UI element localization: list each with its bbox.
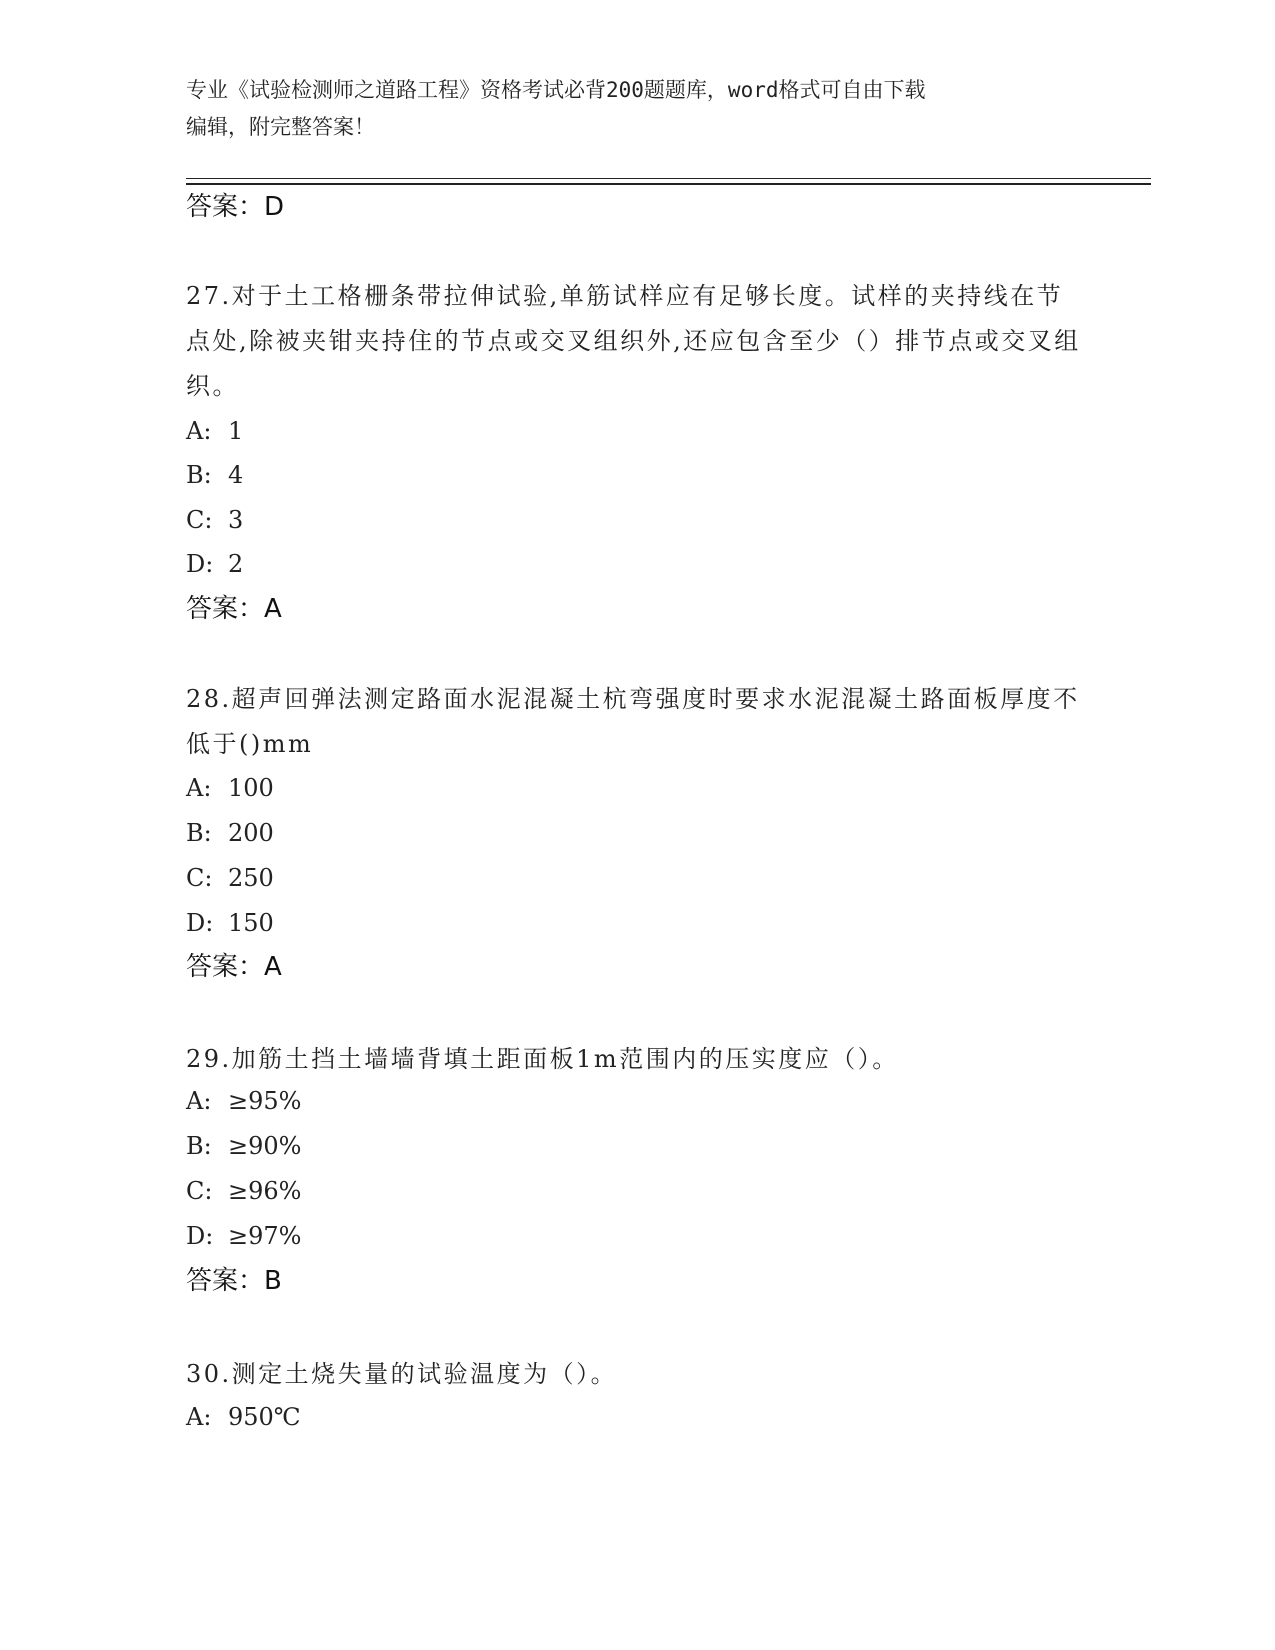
answer-value: A [264,952,282,982]
answer-value: B [264,1266,282,1296]
header-line-1: 专业《试验检测师之道路工程》资格考试必背200题题库，word格式可自由下载 [186,78,926,102]
option-label: A: [186,417,212,445]
option-value: 1 [228,417,244,445]
answer-prefix: 答案： [186,1266,265,1296]
option-label: C: [186,1177,213,1205]
question-28-answer [186,950,282,984]
question-27-answer [186,592,282,626]
header-line-2: 编辑，附完整答案！ [186,115,375,139]
answer-value: D [264,192,285,222]
option-value: 4 [228,461,244,489]
option-label: A: [186,1403,212,1431]
question-28-option-b [186,816,274,850]
option-label: C: [186,864,213,892]
option-label: D: [186,909,214,937]
question-27-option-b [186,458,243,492]
question-28-text: 28.超声回弹法测定路面水泥混凝土杭弯强度时要求水泥混凝土路面板厚度不低于()mm [186,685,1080,758]
question-28-option-a [186,771,274,805]
question-29-option-c [186,1174,301,1208]
question-29-option-d [186,1219,301,1253]
answer-prefix: 答案： [186,192,265,222]
option-label: D: [186,550,214,578]
option-label: A: [186,1087,212,1115]
question-28-option-c [186,861,274,895]
answer-prefix: 答案： [186,952,265,982]
question-27-option-d [186,547,243,581]
option-value: ≥97% [228,1222,302,1250]
answer-line [186,190,284,224]
question-27-text: 27.对于土工格栅条带拉伸试验,单筋试样应有足够长度。试样的夹持线在节点处,除被夹钳夹持住的节点或交叉组织外,还应包含至少（）排节点或交叉组织。 [186,282,1081,400]
option-value: 200 [228,819,274,847]
option-label: A: [186,774,212,802]
question-29-option-b [186,1129,301,1163]
question-29-answer [186,1264,282,1298]
header-divider-thick [186,183,1151,185]
question-27-option-c [186,503,243,537]
option-label: B: [186,819,212,847]
question-30-option-a [186,1400,301,1434]
option-label: B: [186,461,212,489]
option-value: ≥95% [228,1087,302,1115]
option-value: 100 [228,774,274,802]
answer-prefix: 答案： [186,594,265,624]
document-header [186,72,1086,146]
option-value: 2 [228,550,244,578]
question-28-option-d [186,906,274,940]
option-value: ≥96% [228,1177,302,1205]
option-label: C: [186,506,213,534]
question-29-option-a [186,1084,301,1118]
header-divider [186,178,1151,179]
option-value: 950℃ [228,1403,301,1431]
option-value: ≥90% [228,1132,302,1160]
option-label: D: [186,1222,214,1250]
option-value: 150 [228,909,274,937]
option-value: 250 [228,864,274,892]
question-30-text: 30.测定土烧失量的试验温度为（）。 [186,1360,618,1388]
question-27-option-a [186,414,243,448]
question-29-text: 29.加筋土挡土墙墙背填土距面板1m范围内的压实度应（）。 [186,1045,899,1073]
option-value: 3 [228,506,244,534]
option-label: B: [186,1132,212,1160]
answer-value: A [264,594,282,624]
